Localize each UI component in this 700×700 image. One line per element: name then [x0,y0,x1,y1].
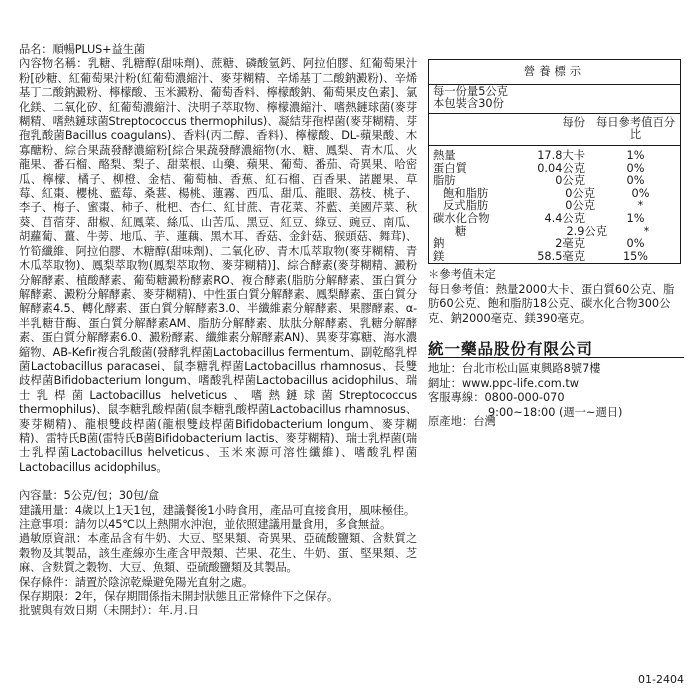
nutrition-row-fat [429,175,680,188]
caution-label: 注意事項： [19,518,75,531]
nutrient-name: 鈉 [433,237,445,251]
hotline-text: 0800-000-070 [484,391,565,405]
nutrient-pct: 0% [626,174,645,188]
nutrient-pct: 1% [626,211,645,225]
reference-note-text: 每日參考值：熱量2000大卡、蛋白質60公克、脂肪60公克、飽和脂肪18公克、碳水化合物300公克、鈉2000毫克、鎂390毫克。 [428,282,675,325]
nutrient-name: 反式脂肪 [443,199,489,213]
nutrient-name: 蛋白質 [433,161,467,175]
address-label: 地址： [428,362,462,375]
serving-info [429,85,680,114]
nutrient-value: 0公克 [555,174,585,188]
nutrient-value: 4.4公克 [544,211,585,225]
nutrient-value: 0.04公克 [537,161,585,175]
nutrition-rows [429,146,680,263]
website-text: www.ppc-life.com.tw [461,376,579,390]
document-code: 01-2404 [638,673,684,686]
nutrient-value: 17.8大卡 [537,148,585,162]
nutrition-row-calories [429,150,680,163]
nutrient-value: 0公克 [565,199,595,213]
expiry-label: 批號與有效日期（未開封）： [19,604,159,618]
allergen-line [19,532,417,575]
daily-value-header: 每日參考值百分比 [595,115,676,142]
nutrient-pct: 0% [626,161,645,175]
nutrition-header-row [429,114,680,146]
per-serving-header: 每份 [562,115,585,129]
nutrition-row-sodium [429,238,680,251]
quantity-label: 內容量： [19,489,64,503]
nutrient-value: 2毫克 [555,237,585,251]
storage-line [19,576,417,590]
nutrient-name: 鎂 [433,249,445,263]
nutrition-title: 營養標示 [429,60,680,85]
origin-label: 原產地： [428,415,474,428]
nutrition-facts-table [428,59,681,264]
nutrient-value: 0公克 [565,186,595,200]
shelf-life-label: 保存期限： [19,590,75,604]
expiry-line [19,604,417,618]
allergen-label: 過敏原資訊： [19,532,88,546]
service-hours: 9:00~18:00 (週一~週日) [488,405,623,419]
quantity-line [19,489,417,503]
serving-size: 每一份量5公克 [433,84,508,98]
nutrient-value: 2.9公克 [566,224,607,238]
address-text: 台北市松山區東興路8號7樓 [461,362,601,375]
allergen-text: 本產品含有牛奶、大豆、堅果類、奇異果、亞硫酸鹽類、含麩質之穀物及其製品，該生產線亦生產含甲殼類、芒果、花生、牛奶、蛋、堅果類、芝麻、含麩質之穀物、大豆、魚類、亞硫酸鹽類及其製品。 [19,532,418,575]
usage-text: 4歲以上1天1包，建議餐後1小時食用，產品可直接食用，風味極佳。 [74,503,416,517]
hotline-label: 客服專線： [428,391,485,405]
origin-text: 台灣 [473,415,496,428]
company-name: 統一藥品股份有限公司 [428,340,594,358]
nutrient-name: 脂肪 [433,174,456,188]
nutrition-row-magnesium [429,251,680,264]
ingredients-line [19,57,417,475]
company-contact [428,357,684,420]
nutrient-pct: 15% [622,249,649,263]
hotline-line [428,391,684,406]
nutrient-pct: * [643,224,650,238]
product-info-panel [19,43,417,619]
product-name: 順暢PLUS+益生菌 [52,43,145,56]
storage-text: 請置於陰涼乾燥避免陽光直射之處。 [74,575,254,589]
nutrient-pct: 0% [626,237,645,251]
website-line [428,377,684,392]
storage-label: 保存條件： [19,575,75,589]
nutrient-pct: 0% [631,186,650,200]
caution-line [19,518,417,532]
product-name-line [19,43,417,57]
usage-label: 建議用量： [19,503,75,517]
nutrient-pct: 1% [626,148,645,162]
nutrient-pct: * [637,199,644,213]
servings-per-package: 本包裝含30份 [433,97,504,111]
nutrient-name: 飽和脂肪 [443,186,489,200]
quantity-text: 5公克/包；30包/盒 [63,489,159,503]
caution-text: 請勿以45℃以上熱開水沖泡，並依照建議用量食用，多食無益。 [74,518,392,531]
reference-note [428,268,684,326]
nutrient-name: 糖 [455,224,467,238]
shelf-life-text: 2年，保存期間係指未開封狀態且正常條件下之保存。 [74,590,339,604]
shelf-life-line [19,590,417,604]
nutrient-name: 熱量 [433,148,456,162]
reference-note-title: ＊參考值未定 [428,268,496,281]
nutrient-name: 碳水化合物 [433,211,490,225]
ingredients-label: 內容物名稱： [19,57,88,71]
nutrient-value: 58.5毫克 [537,249,585,263]
usage-line [19,504,417,518]
website-label: 網址： [428,376,462,390]
address-line [428,362,684,377]
origin-line [428,413,496,429]
product-name-label: 品名： [19,43,53,56]
ingredients-text: 乳糖、乳糖醇(甜味劑)、蔗糖、磷酸氫鈣、阿拉伯膠、紅葡萄果汁粉[砂糖、紅葡萄果汁粉(紅葡萄濃縮汁、麥芽糊精、辛烯基丁二酸鈉澱粉)、辛烯基丁二酸鈉澱粉、檸檬酸、玉米澱粉、葡萄香料、檸檬酸鈉、葡萄果皮色素]、氯化鎂、二氧化矽、紅葡萄濃縮汁、決明子萃取物、檸檬濃縮汁、嗜熱鏈球菌(麥芽糊精、嗜熱鏈球菌Streptococcus thermophilus)、凝結芽孢桿菌(麥芽糊精、芽孢乳酸菌Bacillus coagulans)、香料(丙二醇、香料)、檸檬酸、DL-蘋果酸、木寡醣粉、綜合果蔬發酵濃縮粉[綜合果蔬發酵濃縮物(水、糖、鳳梨、青木瓜、火龍果、番石榴、酪梨、梨子、甜菜根、山藥、蘋果、葡萄、番茄、奇異果、哈密瓜、檸檬、橘子、柳橙、金桔、葡萄柚、香蕉、紅石榴、百香果、諾麗果、草莓、紅棗、櫻桃、藍莓、桑葚、楊桃、蓮霧、西瓜、甜瓜、龍眼、荔枝、桃子、李子、梅子、蜜棗、柿子、枇杷、杏仁、紅甘蔗、青花菜、芥藍、美國芹菜、秋葵、苜蓿芽、甜椒、紅鳳菜、絲瓜、山苦瓜、黑豆、紅豆、綠豆、豌豆、南瓜、胡蘿蔔、薑、牛蒡、地瓜、芋、蓮藕、黑木耳、香菇、金針菇、猴頭菇、舞茸)、竹筍纖維、阿拉伯膠、木糖醇(甜味劑)、二氧化矽、青木瓜萃取物(麥芽糊精、青木瓜萃取物)、鳳梨萃取物(鳳梨萃取物、麥芽糊精)]、綜合酵素(麥芽糊精、澱粉分解酵素、植酸酵素、葡萄糖澱粉酵素RO、複合酵素(脂肪分解酵素、蛋白質分解酵素、澱粉分解酵素、麥芽糊精)、中性蛋白質分解酵素、鳳梨酵素、蛋白質分解酵素4.5、轉化酵素、蛋白質分解酵素3.0、半纖維素分解酵素、果膠酵素、α-半乳糖苷酶、蛋白質分解酵素AM、脂肪分解酵素、肽肽分解酵素、乳糖分解酵素、蛋白質分解酵素6.0、澱粉酵素、纖維素分解酵素AN)、異麥芽寡糖、海水濃縮物、AB-Kefir複合乳酸菌(發酵乳桿菌Lactobacillus fermentum、副乾酪乳桿菌Lactobacillus paracasei、鼠李糖乳桿菌Lactobacillus rhamnosus、長雙歧桿菌Bifidobacterium longum、嗜酸乳桿菌Lactobacillus acidophilus、瑞士乳桿菌Lactobacillus helveticus、嗜熱鏈球菌Streptococcus thermophilus)、鼠李糖乳酸桿菌(鼠李糖乳酸桿菌Lactobacillus rhamnosus、麥芽糊精)、龍根雙歧桿菌(龍根雙歧桿菌Bifidobacterium longum、麥芽糊精)、雷特氏B菌(雷特氏B菌Bifidobacterium lactis、麥芽糊精)、瑞士乳桿菌(瑞士乳桿菌Lactobacillus helveticus、玉米來源可溶性纖維)、嗜酸乳桿菌Lactobacillus acidophilus。 [19,57,417,474]
expiry-text: 年.月.日 [158,604,199,618]
nutrition-row-carbohydrate [429,213,680,226]
